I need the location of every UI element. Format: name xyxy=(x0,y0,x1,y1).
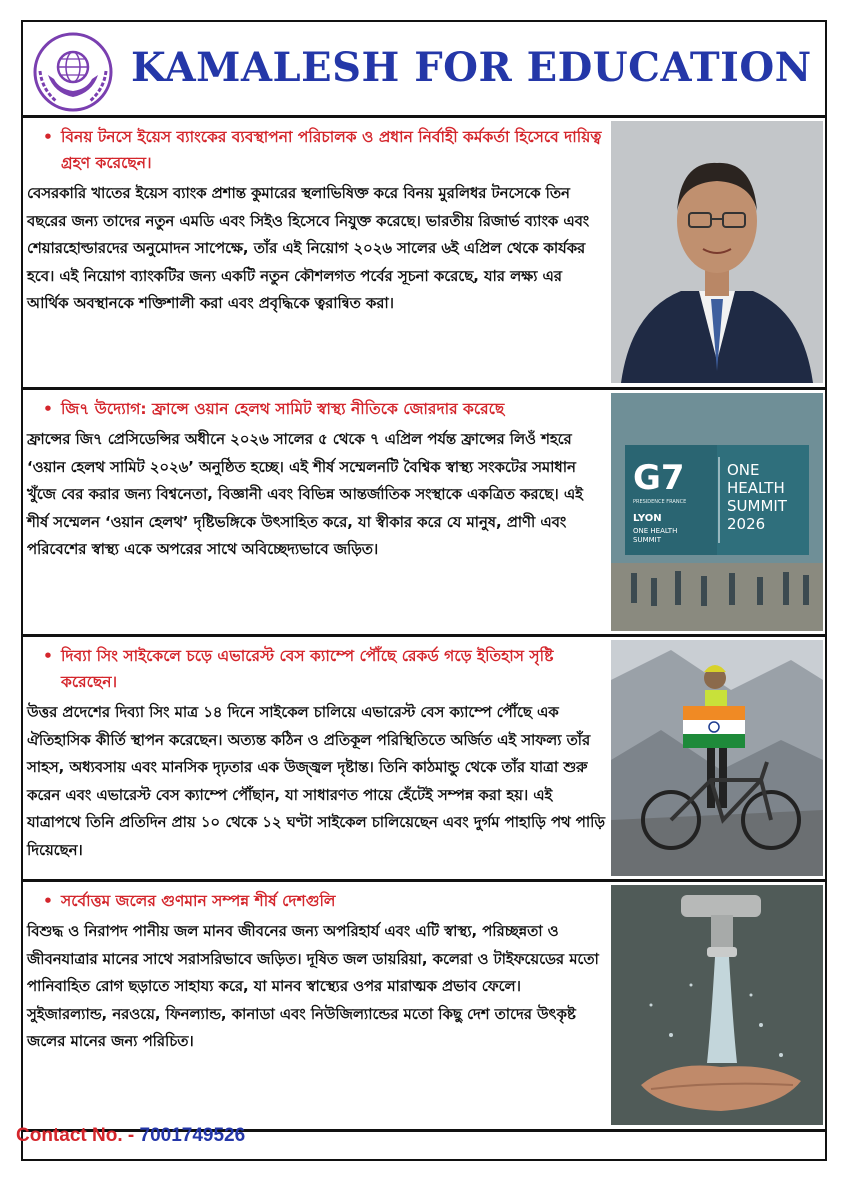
water-tap-photo xyxy=(611,885,823,1125)
article-headline xyxy=(27,888,605,914)
article-body: উত্তর প্রদেশের দিব্যা সিং মাত্র ১৪ দিনে সাইকেল চালিয়ে এভারেস্ট বেস ক্যাম্পে পৌঁছে এক ঐতিহাসিক কীর্তি স্থাপন করেছেন। অত্যন্ত কঠিন ও প্রতিকূল পরিস্থিতিতে অর্জিত এই সাফল্য তাঁর সাহস, অধ্যবসায় এবং মানসিক দৃঢ়তার এক উজ্জ্বল দৃষ্টান্ত। তিনি কাঠমান্ডু থেকে তাঁর যাত্রা শুরু করেন এবং এভারেস্ট বেস ক্যাম্পে পৌঁছান, যা সাধারণত পায়ে হেঁটেই সম্পন্ন করা হয়। এই যাত্রাপথে তিনি প্রতিদিন প্রায় ১০ থেকে ১২ ঘণ্টা সাইকেল চালিয়েছেন এবং দুর্গম পাহাড়ি পথ পাড়ি দিয়েছেন। xyxy=(27,704,605,859)
article-everest-cycling xyxy=(23,637,825,882)
article-water-quality xyxy=(23,882,825,1132)
cyclist-image xyxy=(611,640,823,876)
bullet-icon: • xyxy=(43,128,53,146)
contact-info xyxy=(16,1125,245,1147)
year-text: 2026 xyxy=(727,515,766,533)
bullet-icon: • xyxy=(43,647,53,665)
header xyxy=(23,22,825,118)
logo xyxy=(32,31,114,113)
headline-text: জি৭ উদ্যোগ: ফ্রান্সে ওয়ান হেলথ সামিট স্বাস্থ্য নীতিকে জোরদার করেছে xyxy=(61,400,505,418)
article-headline xyxy=(27,124,605,176)
summit-small-text: SUMMIT xyxy=(633,536,661,544)
logo-emblem-icon xyxy=(32,31,114,113)
water-tap-image xyxy=(611,885,823,1125)
health-text: HEALTH xyxy=(727,479,785,497)
portrait-image xyxy=(611,121,823,383)
contact-label: Contact No. - xyxy=(16,1125,140,1146)
article-text xyxy=(27,643,605,864)
portrait-photo xyxy=(611,121,823,383)
presidency-text: PRESIDENCE FRANCE xyxy=(633,499,687,505)
headline-text: দিব্যা সিং সাইকেলে চড়ে এভারেস্ট বেস ক্যাম্পে পৌঁছে রেকর্ড গড়ে ইতিহাস সৃষ্টি করেছেন। xyxy=(61,647,554,691)
lyon-text: LYON xyxy=(633,513,662,524)
summit-text: SUMMIT xyxy=(727,497,787,515)
cyclist-photo xyxy=(611,640,823,876)
contact-number[interactable]: 7001749526 xyxy=(139,1125,246,1146)
headline-text: বিনয় টনসে ইয়েস ব্যাংকের ব্যবস্থাপনা পরিচালক ও প্রধান নির্বাহী কর্মকর্তা হিসেবে দায়িত্ব গ্রহণ করেছেন। xyxy=(61,128,602,172)
one-health-small-text: ONE HEALTH xyxy=(633,527,678,535)
summit-photo xyxy=(611,393,823,631)
article-body: বেসরকারি খাতের ইয়েস ব্যাংক প্রশান্ত কুমারের স্থলাভিষিক্ত করে বিনয় মুরলিধর টনসেকে তিন বছরের জন্য তাদের নতুন এমডি এবং সিইও হিসেবে নিযুক্ত করেছে। ভারতীয় রিজার্ভ ব্যাংক এবং শেয়ারহোল্ডারদের অনুমোদন সাপেক্ষে, তাঁর এই নিয়োগ ২০২৬ সালের ৬ই এপ্রিল থেকে কার্যকর হবে। এই নিয়োগ ব্যাংকটির জন্য একটি নতুন কৌশলগত পর্বের সূচনা করেছে, যার লক্ষ্য এর আর্থিক অবস্থানকে শক্তিশালী করা এবং প্রবৃদ্ধিকে ত্বরান্বিত করা। xyxy=(27,185,590,312)
g7-text: G7 xyxy=(633,458,685,498)
article-headline xyxy=(27,643,605,695)
summit-image xyxy=(611,393,823,631)
article-text xyxy=(27,888,605,1056)
one-text: ONE xyxy=(727,461,760,479)
bullet-icon: • xyxy=(43,400,53,418)
article-body: বিশুদ্ধ ও নিরাপদ পানীয় জল মানব জীবনের জন্য অপরিহার্য এবং এটি স্বাস্থ্য, পরিচ্ছন্নতা ও জীবনযাত্রার মানের সাথে সরাসরিভাবে জড়িত। দূষিত জল ডায়রিয়া, কলেরা ও টাইফয়েডের মতো পানিবাহিত রোগ ছড়াতে সাহায্য করে, যা মানব স্বাস্থ্যের ওপর মারাত্মক প্রভাব ফেলে। সুইজারল্যান্ড, নরওয়ে, ফিনল্যান্ড, কানাডা এবং নিউজিল্যান্ডের মতো কিছু দেশ তাদের উৎকৃষ্ট জলের মানের জন্য পরিচিত। xyxy=(27,923,599,1050)
article-headline xyxy=(27,396,605,422)
article-text xyxy=(27,124,605,318)
brand-title: KAMALESH FOR EDUCATION xyxy=(131,44,812,91)
page-frame xyxy=(21,20,827,1161)
bullet-icon: • xyxy=(43,892,53,910)
article-body: ফ্রান্সের জি৭ প্রেসিডেন্সির অধীনে ২০২৬ সালের ৫ থেকে ৭ এপ্রিল পর্যন্ত ফ্রান্সের লিওঁ শহরে ‘ওয়ান হেলথ সামিট ২০২৬’ অনুষ্ঠিত হচ্ছে। এই শীর্ষ সম্মেলনটি বৈশ্বিক স্বাস্থ্য সংকটের সমাধান খুঁজে বের করার জন্য বিশ্বনেতা, বিজ্ঞানী এবং বিভিন্ন আন্তর্জাতিক সংস্থাকে একত্রিত করছে। এই শীর্ষ সম্মেলন ‘ওয়ান হেলথ’ দৃষ্টিভঙ্গিকে উৎসাহিত করে, যা স্বীকার করে যে মানুষ, প্রাণী এবং পরিবেশের স্বাস্থ্য একে অপরের সাথে অবিচ্ছেদ্যভাবে জড়িত। xyxy=(27,431,583,558)
article-yes-bank xyxy=(23,118,825,390)
headline-text: সর্বোত্তম জলের গুণমান সম্পন্ন শীর্ষ দেশগুলি xyxy=(61,892,336,910)
article-text xyxy=(27,396,605,564)
article-g7-summit xyxy=(23,390,825,637)
